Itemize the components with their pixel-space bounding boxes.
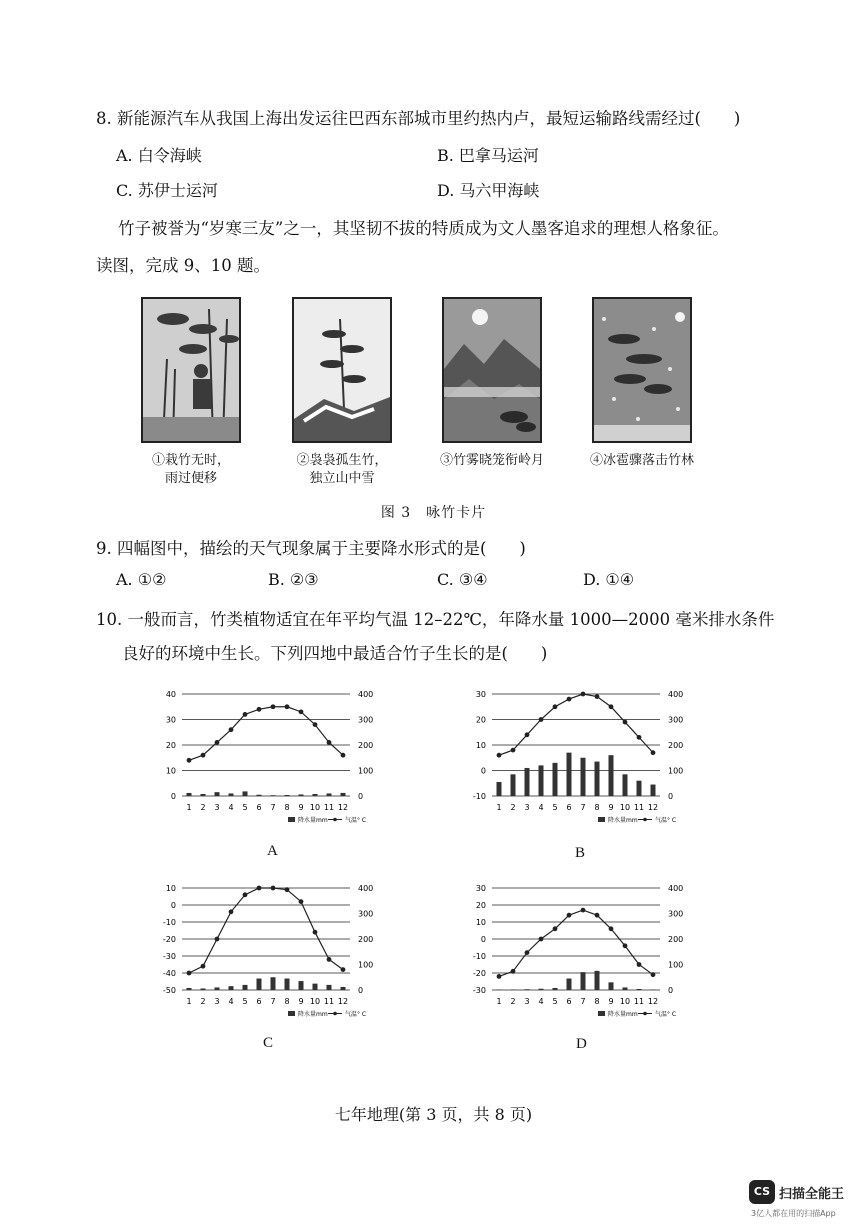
- month-tick-label: 3: [214, 803, 220, 812]
- month-tick-label: 12: [337, 997, 349, 1006]
- precip-bar: [497, 782, 502, 796]
- card-caption-2: [272, 452, 412, 488]
- temp-tick-label: 20: [165, 741, 176, 750]
- temperature-point: [215, 937, 220, 942]
- temperature-point: [187, 971, 192, 976]
- temperature-point: [553, 704, 558, 709]
- legend-precip-label: 降水量mm: [608, 817, 638, 824]
- month-tick-label: 4: [228, 803, 234, 812]
- precip-bar: [637, 989, 642, 990]
- legend-precip-label: 降水量mm: [608, 1011, 638, 1018]
- precip-bar: [313, 984, 318, 990]
- precip-tick-label: 400: [668, 884, 684, 893]
- month-tick-label: 12: [337, 803, 349, 812]
- month-tick-label: 6: [566, 803, 572, 812]
- month-tick-label: 7: [270, 803, 276, 812]
- q8-option-d: D. 马六甲海峡: [437, 181, 540, 200]
- temp-tick-label: -50: [162, 986, 176, 995]
- scanner-brand-slogan: 3亿人都在用的扫描App: [751, 1209, 836, 1218]
- precip-bar: [595, 762, 600, 796]
- temp-tick-label: 40: [165, 690, 176, 699]
- precip-tick-label: 400: [358, 690, 374, 699]
- card-caption-2-line-1: ②袅袅孤生竹，: [296, 453, 388, 468]
- card-caption-4: [572, 452, 712, 470]
- precip-bar: [567, 979, 572, 990]
- precip-bar: [539, 765, 544, 796]
- chart-label-a: A: [267, 843, 278, 859]
- precip-bar: [215, 987, 220, 990]
- precip-tick-label: 200: [358, 741, 374, 750]
- figure-title: 图 3 咏竹卡片: [380, 505, 487, 521]
- intro-line-1: 竹子被誉为“岁寒三友”之一，其坚韧不拔的特质成为文人墨客追求的理想人格象征。: [118, 219, 729, 238]
- month-tick-label: 3: [524, 803, 530, 812]
- temp-tick-label: 30: [475, 884, 486, 893]
- legend-temp-marker: [333, 1012, 337, 1016]
- card-caption-2-line-2: 独立山中雪: [309, 471, 375, 486]
- card-hail-bamboo-image: [592, 297, 692, 443]
- temp-tick-label: 10: [475, 741, 486, 750]
- precip-bar: [285, 979, 290, 990]
- temperature-point: [581, 908, 586, 913]
- temp-tick-label: 10: [165, 766, 176, 776]
- card-caption-1: [121, 452, 261, 488]
- temp-tick-label: -40: [162, 969, 176, 978]
- q8-option-c: C. 苏伊士运河: [116, 181, 218, 200]
- month-tick-label: 5: [552, 803, 558, 812]
- temperature-point: [609, 704, 614, 709]
- precip-bar: [313, 794, 318, 796]
- legend-temp-label: 气温° C: [345, 817, 367, 824]
- temp-tick-label: 30: [165, 715, 176, 725]
- precip-bar: [623, 987, 628, 990]
- month-tick-label: 3: [214, 997, 220, 1006]
- month-tick-label: 11: [633, 803, 645, 812]
- temperature-line: [499, 910, 653, 976]
- precip-bar: [257, 795, 262, 796]
- precip-bar: [497, 989, 502, 990]
- temperature-point: [313, 930, 318, 935]
- temperature-point: [637, 735, 642, 740]
- temperature-point: [229, 727, 234, 732]
- precip-tick-label: 400: [358, 884, 374, 893]
- precip-tick-label: 100: [358, 960, 374, 970]
- legend-temp-label: 气温° C: [345, 1011, 367, 1018]
- scanner-watermark: [749, 1180, 857, 1220]
- precip-bar: [201, 988, 206, 990]
- legend-temp-label: 气温° C: [655, 817, 677, 824]
- month-tick-label: 2: [200, 803, 206, 812]
- month-tick-label: 8: [594, 997, 600, 1006]
- temperature-point: [201, 753, 206, 758]
- month-tick-label: 1: [186, 803, 192, 812]
- temperature-point: [285, 887, 290, 892]
- temperature-point: [187, 758, 192, 763]
- precip-tick-label: 0: [668, 986, 674, 995]
- temp-tick-label: 20: [475, 715, 486, 725]
- month-tick-label: 10: [619, 997, 631, 1006]
- month-tick-label: 4: [228, 997, 234, 1006]
- temperature-point: [341, 967, 346, 972]
- month-tick-label: 8: [284, 803, 290, 812]
- card-misty-mountain-image: [442, 297, 542, 443]
- month-tick-label: 11: [323, 997, 335, 1006]
- precip-bar: [651, 785, 656, 796]
- month-tick-label: 9: [298, 803, 304, 812]
- precip-bar: [581, 758, 586, 796]
- precip-bar: [243, 791, 248, 796]
- temperature-point: [581, 692, 586, 697]
- precip-bar: [187, 793, 192, 796]
- legend-temp-marker: [643, 818, 647, 822]
- precip-bar: [525, 768, 530, 796]
- month-tick-label: 4: [538, 803, 544, 812]
- month-tick-label: 5: [552, 997, 558, 1006]
- temperature-point: [539, 717, 544, 722]
- q10-line-1: 10. 一般而言，竹类植物适宜在年平均气温 12–22℃，年降水量 1000—2000 毫米排水条件: [96, 610, 775, 629]
- temperature-point: [525, 950, 530, 955]
- temperature-point: [497, 753, 502, 758]
- precip-tick-label: 0: [358, 792, 364, 801]
- temperature-line: [499, 694, 653, 755]
- temp-tick-label: -10: [162, 918, 176, 927]
- chart-label-d: D: [576, 1036, 587, 1052]
- temperature-point: [497, 974, 502, 979]
- temperature-point: [299, 899, 304, 904]
- temp-tick-label: 0: [170, 792, 176, 801]
- q9-option-c: C. ③④: [437, 570, 488, 589]
- q9-stem: 9. 四幅图中，描绘的天气现象属于主要降水形式的是( ): [96, 539, 526, 558]
- month-tick-label: 9: [608, 997, 614, 1006]
- month-tick-label: 1: [186, 997, 192, 1006]
- temperature-line: [189, 707, 343, 761]
- temperature-point: [271, 886, 276, 891]
- month-tick-label: 7: [580, 803, 586, 812]
- precip-bar: [511, 774, 516, 796]
- legend-precip-label: 降水量mm: [298, 1011, 328, 1018]
- scanner-logo-icon: CS: [749, 1180, 775, 1204]
- precip-bar: [299, 794, 304, 796]
- legend-precip-swatch: [598, 817, 605, 822]
- temperature-point: [567, 913, 572, 918]
- month-tick-label: 7: [270, 997, 276, 1006]
- precip-tick-label: 100: [358, 766, 374, 776]
- temp-tick-label: 0: [480, 766, 486, 776]
- precip-bar: [623, 774, 628, 796]
- card-caption-3-line-1: ③竹雾晓笼衔岭月: [439, 453, 544, 468]
- q9-option-b: B. ②③: [268, 570, 319, 589]
- precip-bar: [229, 793, 234, 796]
- legend-precip-swatch: [288, 817, 295, 822]
- precip-bar: [327, 793, 332, 796]
- temperature-line: [189, 888, 343, 973]
- precip-tick-label: 200: [668, 741, 684, 750]
- temp-tick-label: -20: [162, 935, 176, 944]
- q9-option-a: A. ①②: [116, 570, 167, 589]
- climate-chart-d: [460, 878, 700, 1028]
- temp-tick-label: -10: [472, 952, 486, 961]
- precip-bar: [187, 988, 192, 990]
- temperature-point: [271, 704, 276, 709]
- temperature-point: [243, 712, 248, 717]
- temp-tick-label: 30: [475, 690, 486, 699]
- card-caption-1-line-1: ①栽竹无时，: [151, 453, 230, 468]
- precip-bar: [511, 989, 516, 990]
- legend-precip-swatch: [288, 1011, 295, 1016]
- card-caption-1-line-2: 雨过便移: [164, 471, 217, 486]
- legend-temp-label: 气温° C: [655, 1011, 677, 1018]
- precip-bar: [553, 988, 558, 990]
- month-tick-label: 4: [538, 997, 544, 1006]
- month-tick-label: 1: [496, 803, 502, 812]
- legend-precip-label: 降水量mm: [298, 817, 328, 824]
- precip-bar: [257, 979, 262, 990]
- q8-option-a: A. 白令海峡: [116, 146, 202, 165]
- precip-tick-label: 0: [668, 792, 674, 801]
- temperature-point: [595, 694, 600, 699]
- precip-bar: [525, 989, 530, 990]
- month-tick-label: 11: [323, 803, 335, 812]
- precip-bar: [285, 795, 290, 796]
- card-caption-4-line-1: ④冰雹骤落击竹林: [589, 453, 694, 468]
- month-tick-label: 12: [647, 997, 659, 1006]
- temperature-point: [327, 740, 332, 745]
- precip-bar: [229, 986, 234, 990]
- temperature-point: [215, 740, 220, 745]
- temperature-point: [553, 926, 558, 931]
- temperature-point: [299, 709, 304, 714]
- chart-label-b: B: [575, 845, 586, 861]
- month-tick-label: 2: [510, 803, 516, 812]
- card-caption-3: [422, 452, 562, 470]
- temp-tick-label: -10: [472, 792, 486, 801]
- legend-temp-marker: [333, 818, 337, 822]
- precip-bar: [299, 981, 304, 990]
- precip-tick-label: 400: [668, 690, 684, 699]
- month-tick-label: 6: [256, 803, 262, 812]
- month-tick-label: 10: [309, 803, 321, 812]
- precip-bar: [637, 781, 642, 796]
- precip-bar: [271, 795, 276, 796]
- climate-chart-c: [150, 878, 390, 1028]
- legend-precip-swatch: [598, 1011, 605, 1016]
- temp-tick-label: -20: [472, 969, 486, 978]
- month-tick-label: 5: [242, 803, 248, 812]
- month-tick-label: 8: [594, 803, 600, 812]
- precip-bar: [609, 982, 614, 990]
- climate-chart-a: [150, 684, 390, 834]
- temp-tick-label: -30: [162, 952, 176, 961]
- month-tick-label: 10: [309, 997, 321, 1006]
- precip-tick-label: 200: [668, 935, 684, 944]
- temperature-point: [623, 943, 628, 948]
- precip-bar: [553, 763, 558, 796]
- month-tick-label: 3: [524, 997, 530, 1006]
- precip-bar: [609, 755, 614, 796]
- card-lone-bamboo-image: [292, 297, 392, 443]
- intro-line-2: 读图，完成 9、10 题。: [96, 256, 270, 275]
- q8-stem: 8. 新能源汽车从我国上海出发运往巴西东部城市里约热内卢，最短运输路线需经过( ): [96, 109, 741, 128]
- q8-option-b: B. 巴拿马运河: [437, 146, 539, 165]
- temperature-point: [243, 892, 248, 897]
- q10-line-2: 良好的环境中生长。下列四地中最适合竹子生长的是( ): [122, 644, 548, 663]
- precip-tick-label: 300: [668, 715, 684, 725]
- precip-tick-label: 100: [668, 766, 684, 776]
- temperature-point: [595, 913, 600, 918]
- precip-bar: [539, 989, 544, 990]
- precip-bar: [327, 985, 332, 990]
- temperature-point: [511, 748, 516, 753]
- temperature-point: [525, 732, 530, 737]
- month-tick-label: 11: [633, 997, 645, 1006]
- temperature-point: [511, 969, 516, 974]
- precip-tick-label: 300: [358, 909, 374, 919]
- month-tick-label: 6: [256, 997, 262, 1006]
- temperature-point: [201, 964, 206, 969]
- temperature-point: [623, 720, 628, 725]
- precip-bar: [595, 971, 600, 990]
- precip-tick-label: 300: [358, 715, 374, 725]
- precip-bar: [271, 977, 276, 990]
- temperature-point: [285, 704, 290, 709]
- month-tick-label: 9: [298, 997, 304, 1006]
- month-tick-label: 2: [510, 997, 516, 1006]
- temperature-point: [257, 707, 262, 712]
- temperature-point: [539, 937, 544, 942]
- precip-tick-label: 0: [358, 986, 364, 995]
- q9-option-d: D. ①④: [583, 570, 635, 589]
- climate-chart-b: [460, 684, 700, 834]
- chart-label-c: C: [263, 1035, 274, 1051]
- precip-tick-label: 300: [668, 909, 684, 919]
- temperature-point: [609, 926, 614, 931]
- temperature-point: [637, 962, 642, 967]
- temperature-point: [313, 722, 318, 727]
- temp-tick-label: -30: [472, 986, 486, 995]
- temperature-point: [327, 957, 332, 962]
- month-tick-label: 8: [284, 997, 290, 1006]
- temperature-point: [651, 750, 656, 755]
- scanner-brand-name: 扫描全能王: [779, 1187, 845, 1202]
- month-tick-label: 6: [566, 997, 572, 1006]
- precip-bar: [201, 794, 206, 796]
- card-bamboo-planting-image: [141, 297, 241, 443]
- month-tick-label: 5: [242, 997, 248, 1006]
- precip-tick-label: 100: [668, 960, 684, 970]
- precip-bar: [243, 985, 248, 990]
- temp-tick-label: 10: [475, 918, 486, 927]
- precip-bar: [581, 972, 586, 990]
- precip-bar: [341, 987, 346, 990]
- month-tick-label: 7: [580, 997, 586, 1006]
- page-footer: 七年地理(第 3 页，共 8 页): [334, 1105, 533, 1124]
- month-tick-label: 1: [496, 997, 502, 1006]
- legend-temp-marker: [643, 1012, 647, 1016]
- precip-bar: [651, 989, 656, 990]
- temp-tick-label: 0: [170, 901, 176, 910]
- precip-bar: [341, 793, 346, 796]
- temp-tick-label: 20: [475, 901, 486, 910]
- temperature-point: [651, 972, 656, 977]
- temperature-point: [229, 909, 234, 914]
- temp-tick-label: 10: [165, 884, 176, 893]
- month-tick-label: 2: [200, 997, 206, 1006]
- temperature-point: [567, 697, 572, 702]
- precip-bar: [215, 792, 220, 796]
- temperature-point: [257, 886, 262, 891]
- temp-tick-label: 0: [480, 935, 486, 944]
- precip-bar: [567, 753, 572, 796]
- month-tick-label: 9: [608, 803, 614, 812]
- temperature-point: [341, 753, 346, 758]
- month-tick-label: 12: [647, 803, 659, 812]
- month-tick-label: 10: [619, 803, 631, 812]
- precip-tick-label: 200: [358, 935, 374, 944]
